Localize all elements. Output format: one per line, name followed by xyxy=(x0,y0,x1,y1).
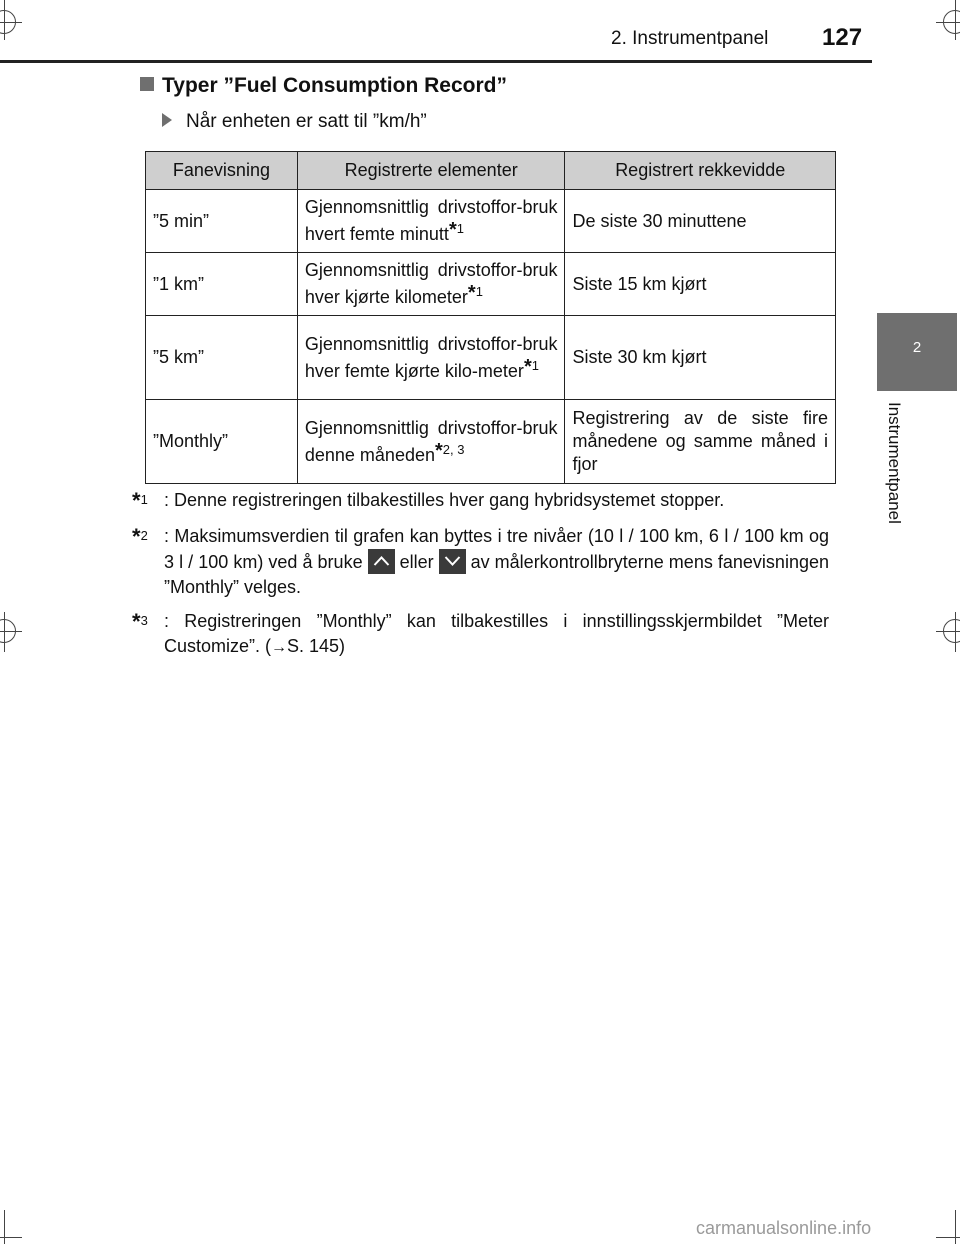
table-row xyxy=(146,253,836,316)
table-cell-range: Siste 15 km kjørt xyxy=(565,253,836,316)
chapter-tab xyxy=(877,313,957,391)
footnote-ref: 1 xyxy=(531,357,539,373)
footnote-marker xyxy=(132,609,148,639)
footnote-star: * xyxy=(523,355,532,378)
page-reference-link[interactable]: S. 145) xyxy=(287,636,346,656)
footnote-ref: 1 xyxy=(475,284,483,299)
footnote-ref: 2, 3 xyxy=(442,441,465,457)
chapter-side-label-text: Instrumentpanel xyxy=(885,402,904,524)
table-cell-element-text: Gjennomsnittlig drivstoffor-bruk hver femte kjørte kilo-meter xyxy=(304,333,558,381)
footnote-star: * xyxy=(132,524,141,549)
subtitle-text: Når enheten er satt til ”km/h” xyxy=(186,111,427,132)
table-cell-tab: ”5 km” xyxy=(146,316,298,400)
table-header-cell: Fanevisning xyxy=(146,152,298,190)
table-row xyxy=(146,316,836,400)
watermark: carmanualsonline.info xyxy=(696,1218,872,1238)
table-cell-element xyxy=(297,400,565,484)
chapter-tab-number: 2 xyxy=(912,339,922,356)
table-cell-element-text: Gjennomsnittlig drivstoffor-bruk denne måneden xyxy=(304,417,558,465)
table-row xyxy=(146,190,836,253)
subtitle xyxy=(162,111,427,133)
chevron-down-icon xyxy=(439,549,466,574)
footnote-text: : Registreringen ”Monthly” kan tilbakestilles i innstillingsskjermbildet ”Meter Customize”. ( xyxy=(164,611,829,656)
footnote-text: : Denne registreringen tilbakestilles hver gang hybridsystemet stopper. xyxy=(164,490,725,510)
footnote-text: : Maksimumsverdien til grafen kan byttes i tre nivåer (10 l / 100 km, 6 l / 100 km og 3 l / 100 km) ved å bruke xyxy=(164,526,829,572)
table-cell-element xyxy=(297,316,565,400)
table-cell-range: Registrering av de siste fire månedene og samme måned i fjor xyxy=(565,400,836,484)
page-number: 127 xyxy=(822,24,863,51)
triangle-bullet-icon xyxy=(162,113,172,127)
footnote-1 xyxy=(132,488,829,513)
table-cell-tab: ”1 km” xyxy=(146,253,298,316)
footnote-text: av målerkontrollbryterne mens fanevisningen ”Monthly” velges. xyxy=(164,552,829,597)
footnote-number: 1 xyxy=(140,492,148,507)
running-header-section: 2. Instrumentpanel xyxy=(611,28,769,49)
arrow-right-icon: → xyxy=(271,639,288,656)
table-cell-element xyxy=(297,190,565,253)
header-rule xyxy=(0,60,872,63)
footnote-3 xyxy=(132,609,829,660)
footnote-body xyxy=(164,524,829,600)
table-cell-element xyxy=(297,253,565,316)
footnote-number: 2 xyxy=(140,528,148,543)
footnote-star: * xyxy=(435,439,443,462)
table-header-cell: Registrert rekkevidde xyxy=(565,152,836,190)
table-cell-range: De siste 30 minuttene xyxy=(565,190,836,253)
chapter-side-label xyxy=(884,402,910,542)
chevron-up-icon xyxy=(368,549,395,574)
footnote-marker xyxy=(132,524,148,554)
footnote-ref: 1 xyxy=(456,221,464,236)
footnote-body xyxy=(164,609,829,660)
table-cell-range: Siste 30 km kjørt xyxy=(565,316,836,400)
footnote-star: * xyxy=(467,282,476,304)
section-title-text: Typer ”Fuel Consumption Record” xyxy=(162,74,507,97)
footnote-marker xyxy=(132,488,148,518)
table-header-row xyxy=(146,152,836,190)
table-cell-tab: ”Monthly” xyxy=(146,400,298,484)
table-cell-element-text: Gjennomsnittlig drivstoffor-bruk hver kjørte kilometer xyxy=(304,260,558,307)
square-bullet-icon xyxy=(140,77,154,91)
fuel-record-table xyxy=(145,151,836,484)
footnote-star: * xyxy=(448,219,457,241)
table-row xyxy=(146,400,836,484)
footnote-2 xyxy=(132,524,829,600)
table-cell-tab: ”5 min” xyxy=(146,190,298,253)
footnote-text: eller xyxy=(399,552,434,572)
table-cell-element-text: Gjennomsnittlig drivstoffor-bruk hvert femte minutt xyxy=(304,197,558,244)
table-header-cell: Registrerte elementer xyxy=(297,152,565,190)
footnote-star: * xyxy=(132,488,141,513)
section-title xyxy=(140,74,507,98)
footnote-star: * xyxy=(132,609,141,634)
footnote-number: 3 xyxy=(140,613,148,628)
